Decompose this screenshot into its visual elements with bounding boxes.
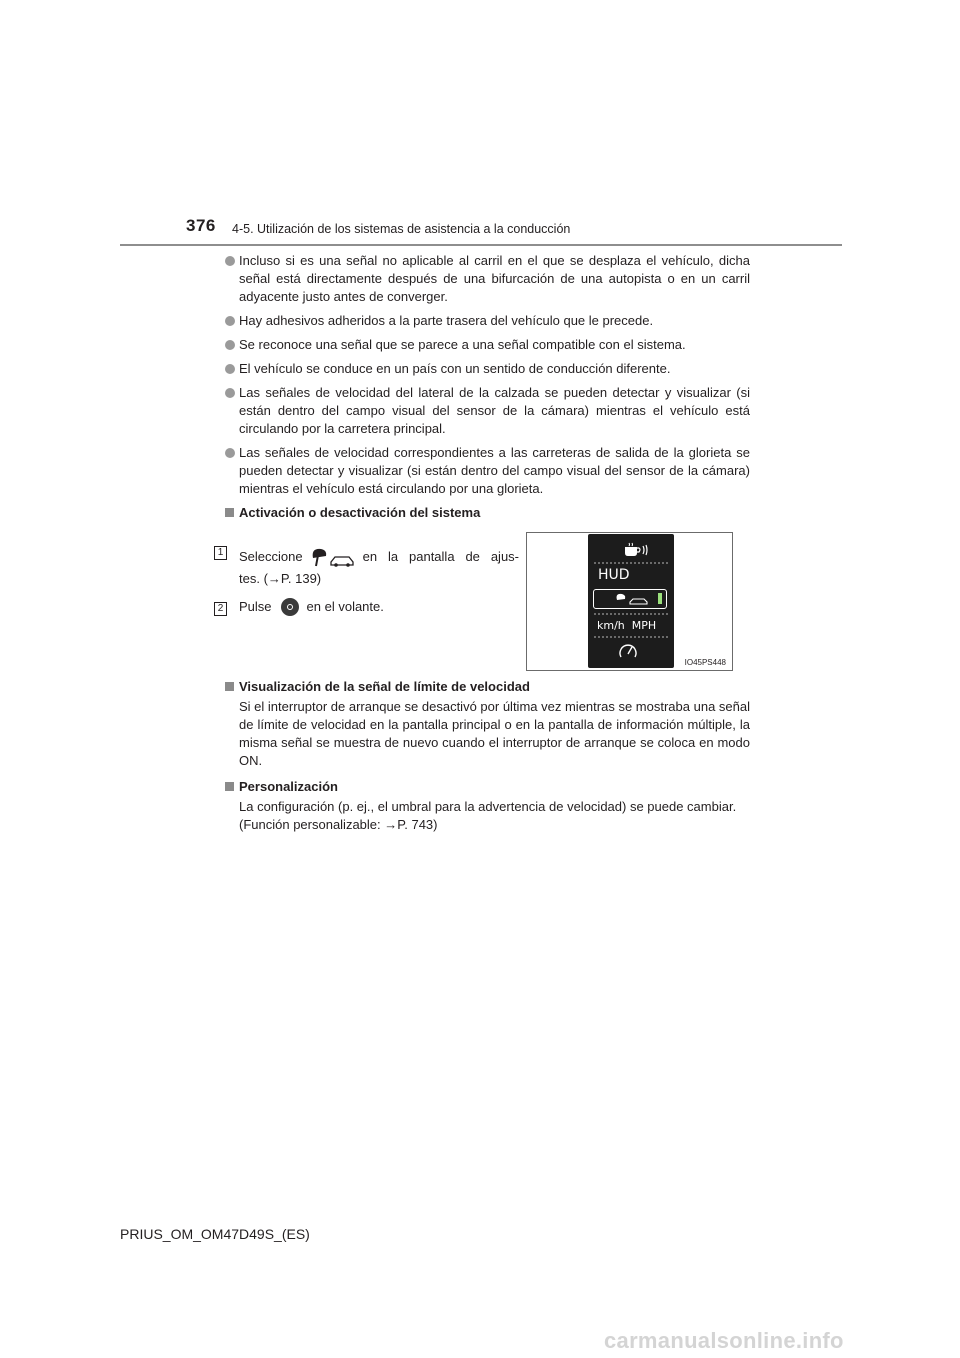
customization-reference: (Función personalizable: →P. 743) [239,817,438,832]
bullet-list [224,252,750,498]
list-item: Hay adhesivos adheridos a la parte trasera del vehículo que le precede. [224,312,750,330]
coffee-cup-icon [622,542,650,563]
settings-screen [588,534,674,668]
gauge-icon [618,642,638,665]
header-rule [120,244,842,246]
hud-option: HUD [598,567,630,583]
steering-button-icon [281,598,299,616]
units-option: km/h MPH [597,619,657,632]
toggle-indicator [658,593,662,604]
activation-heading: Activación o desactivación del sistema [224,504,750,522]
speed-sign-setting-icon [614,592,650,611]
figure-code: IO45PS448 [684,658,726,667]
step-2-after: en el volante. [306,599,384,614]
list-item: El vehículo se conduce en un país con un sentido de conducción diferente. [224,360,750,378]
step-1-text [239,546,519,568]
screen-divider [594,613,668,615]
watermark: carmanualsonline.info [604,1328,844,1353]
list-item: Incluso si es una señal no aplicable al carril en el que se desplaza el vehículo, dicha señal está directamente después de una bifurcación de una autopista o en un carril adyacente justo antes de converger. [224,252,750,306]
page-content [217,252,750,834]
list-item: Las señales de velocidad correspondientes a las carreteras de salida de la glorieta se pueden detectar y visualizar (si están dentro del campo visual del sensor de la cámara) mientras el vehículo está circulando por una glorieta. [224,444,750,498]
step-1-number: 1 [214,546,227,560]
screen-divider [594,562,668,564]
screen-divider [594,636,668,638]
speed-limit-heading: Visualización de la señal de límite de velocidad [224,678,750,696]
list-item: Las señales de velocidad del lateral de la calzada se pueden detectar y visualizar (si están dentro del campo visual del sensor de la cámara) mientras el vehículo está circulando por la carretera principal. [224,384,750,438]
step-1-after: en la pantalla de ajus- [362,549,519,564]
step-2-before: Pulse [239,599,272,614]
footer-doc-code: PRIUS_OM_OM47D49S_(ES) [120,1226,310,1242]
step-1-before: Seleccione [239,549,303,564]
customization-text: La configuración (p. ej., el umbral para la advertencia de velocidad) se puede cambiar. [239,799,737,814]
step-1-line2: tes. (→P. 139) [239,571,322,586]
customization-heading: Personalización [224,778,750,796]
activation-steps [217,532,750,674]
page-number: 376 [186,216,216,235]
list-item: Se reconoce una señal que se parece a una señal compatible con el sistema. [224,336,750,354]
speed-sign-setting-icon [309,546,357,568]
step-2-text [239,598,384,616]
step-2-number: 2 [214,602,227,616]
speed-limit-text: Si el interruptor de arranque se desactivó por última vez mientras se mostraba una señal de límite de velocidad en la pantalla principal o en la pantalla de información múltiple, la misma señal se muestra de nuevo cuando el interruptor de arranque se coloca en modo ON. [239,699,750,768]
selected-row [593,589,667,609]
settings-screen-figure [526,532,733,671]
section-title: 4-5. Utilización de los sistemas de asistencia a la conducción [232,222,571,236]
